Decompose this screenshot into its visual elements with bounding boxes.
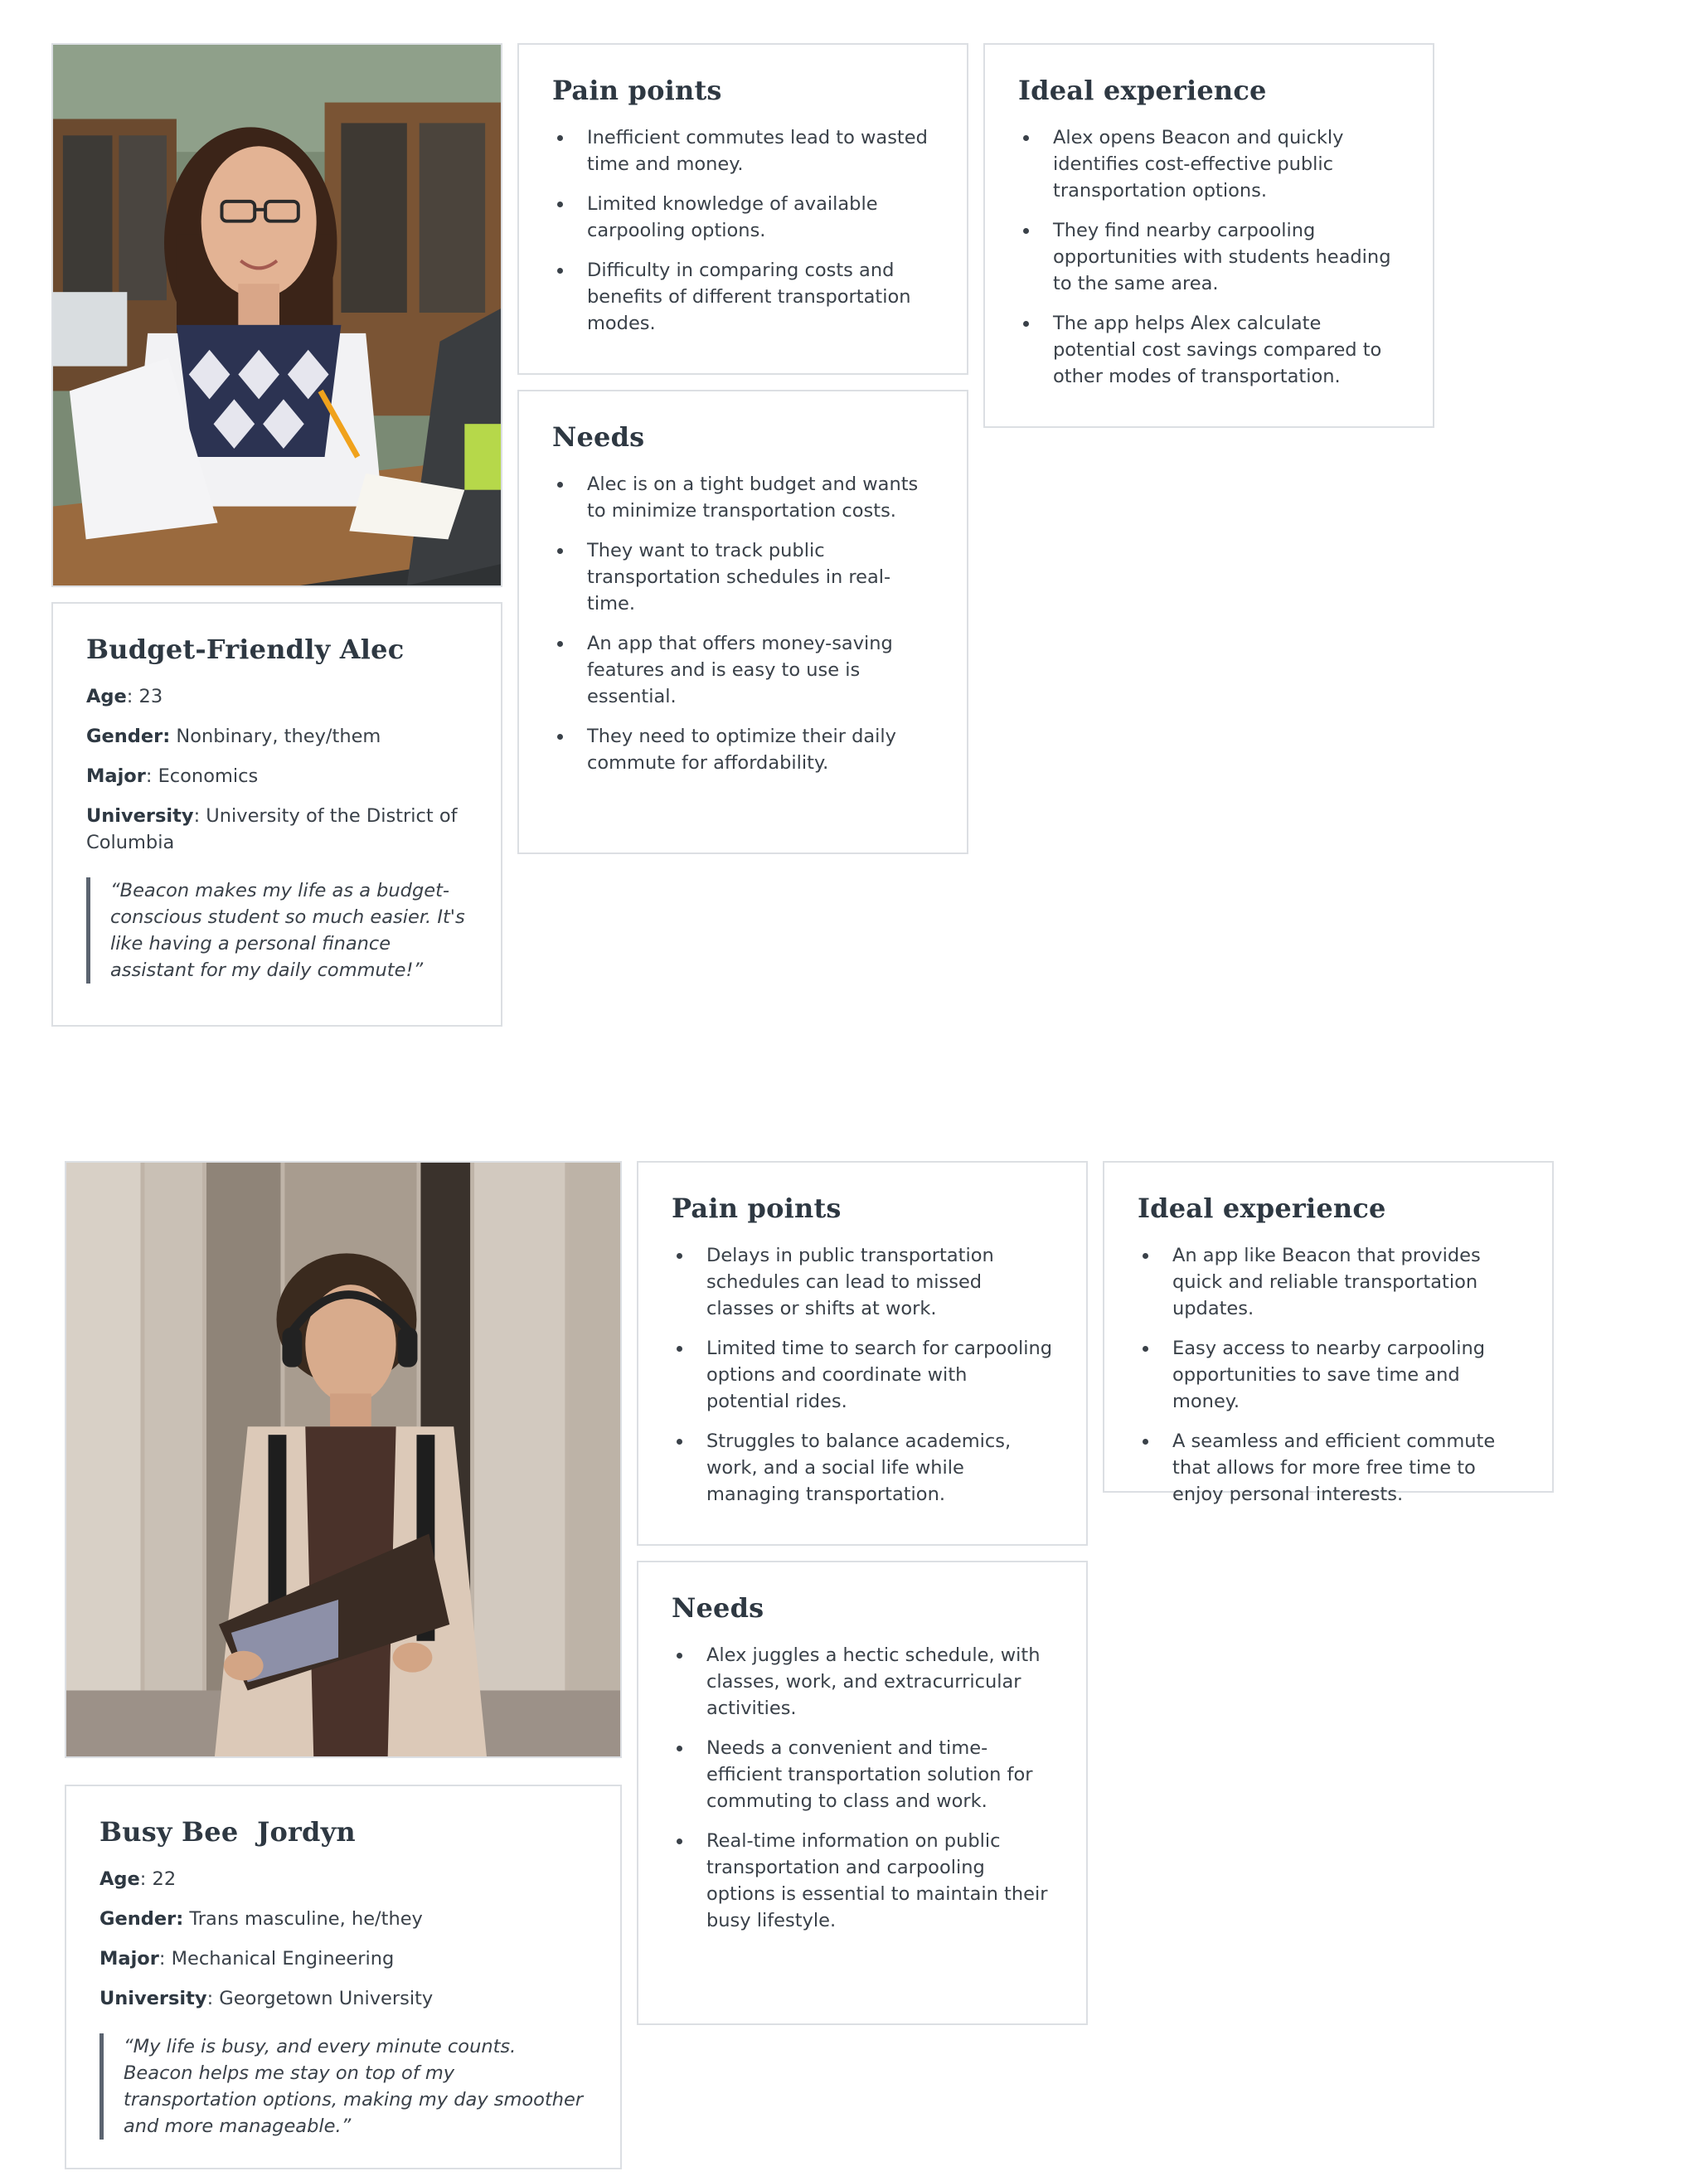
age-value: : 23 — [126, 686, 163, 707]
list-item: Inefficient commutes lead to wasted time and money. — [552, 124, 934, 177]
list-item: They need to optimize their daily commute for affordability. — [552, 723, 934, 776]
list-item: A seamless and efficient commute that allows for more free time to enjoy personal interests. — [1138, 1428, 1519, 1508]
needs-heading: Needs — [672, 1592, 764, 1624]
pain-points-heading: Pain points — [672, 1193, 842, 1224]
student-with-glasses-writing-icon — [53, 45, 501, 585]
gender-value: Nonbinary, they/them — [170, 726, 381, 747]
ideal-experience-heading: Ideal experience — [1138, 1193, 1386, 1224]
persona-quote: “Beacon makes my life as a budget-conscious student so much easier. It's like having a personal finance assistant for my daily commute!” — [86, 877, 468, 984]
persona1-needs-card — [517, 390, 968, 854]
persona-name: Busy Bee Jordyn — [99, 1816, 356, 1848]
major-label: Major — [99, 1948, 159, 1970]
gender-row — [99, 1906, 587, 1932]
persona1-photo — [51, 43, 502, 587]
ideal-experience-list — [1138, 1242, 1519, 1508]
major-value: : Mechanical Engineering — [158, 1948, 395, 1970]
university-row — [99, 1985, 587, 2012]
list-item: Limited time to search for carpooling options and coordinate with potential rides. — [672, 1335, 1053, 1415]
list-item: Real-time information on public transportation and carpooling options is essential to maintain their busy lifestyle. — [672, 1828, 1053, 1934]
gender-value: Trans masculine, he/they — [183, 1908, 423, 1930]
pain-points-heading: Pain points — [552, 75, 722, 106]
list-item: Easy access to nearby carpooling opportunities to save time and money. — [1138, 1335, 1519, 1415]
list-item: Delays in public transportation schedules can lead to missed classes or shifts at work. — [672, 1242, 1053, 1322]
university-label: University — [86, 805, 194, 827]
ideal-experience-heading: Ideal experience — [1018, 75, 1267, 106]
list-item: They find nearby carpooling opportunities with students heading to the same area. — [1018, 217, 1400, 297]
persona2-photo — [65, 1161, 622, 1758]
list-item: Limited knowledge of available carpooling options. — [552, 191, 934, 244]
major-row — [86, 763, 468, 789]
major-value: : Economics — [145, 765, 259, 787]
age-label: Age — [99, 1868, 140, 1890]
persona1-pain-points-card — [517, 43, 968, 375]
age-value: : 22 — [139, 1868, 177, 1890]
persona-quote: “My life is busy, and every minute counts. Beacon helps me stay on top of my transportation options, making my day smoother and more manageable.” — [99, 2033, 587, 2140]
list-item: An app that offers money-saving features and is easy to use is essential. — [552, 630, 934, 710]
list-item: Struggles to balance academics, work, and a social life while managing transportation. — [672, 1428, 1053, 1508]
list-item: Alex juggles a hectic schedule, with classes, work, and extracurricular activities. — [672, 1642, 1053, 1722]
age-row — [99, 1866, 587, 1892]
persona1-profile-card — [51, 602, 502, 1027]
persona2-needs-card — [637, 1561, 1088, 2025]
persona-name: Budget-Friendly Alec — [86, 634, 405, 665]
university-value: : University of the District of Columbia — [86, 805, 458, 853]
pain-points-list — [552, 124, 934, 337]
gender-label: Gender: — [99, 1908, 184, 1930]
needs-list — [672, 1642, 1053, 1934]
persona2-ideal-experience-card — [1103, 1161, 1554, 1505]
gender-row — [86, 723, 468, 750]
persona1-ideal-experience-card — [983, 43, 1434, 428]
ideal-experience-list — [1018, 124, 1400, 390]
needs-list — [552, 471, 934, 776]
list-item: An app like Beacon that provides quick and reliable transportation updates. — [1138, 1242, 1519, 1322]
gender-label: Gender: — [86, 726, 171, 747]
list-item: Alec is on a tight budget and wants to minimize transportation costs. — [552, 471, 934, 524]
list-item: They want to track public transportation schedules in real-time. — [552, 537, 934, 617]
major-label: Major — [86, 765, 146, 787]
university-label: University — [99, 1988, 207, 2009]
university-row — [86, 803, 468, 856]
university-value: : Georgetown University — [206, 1988, 434, 2009]
persona2-pain-points-card — [637, 1161, 1088, 1546]
list-item: Alex opens Beacon and quickly identifies cost-effective public transportation options. — [1018, 124, 1400, 204]
major-row — [99, 1945, 587, 1972]
list-item: Needs a convenient and time-efficient transportation solution for commuting to class and work. — [672, 1735, 1053, 1814]
needs-heading: Needs — [552, 421, 645, 453]
persona2-profile-card — [65, 1785, 622, 2169]
student-with-headphones-holding-folder-icon — [66, 1163, 620, 1756]
list-item: The app helps Alex calculate potential cost savings compared to other modes of transportation. — [1018, 310, 1400, 390]
list-item: Difficulty in comparing costs and benefits of different transportation modes. — [552, 257, 934, 337]
age-row — [86, 683, 468, 710]
pain-points-list — [672, 1242, 1053, 1508]
age-label: Age — [86, 686, 127, 707]
